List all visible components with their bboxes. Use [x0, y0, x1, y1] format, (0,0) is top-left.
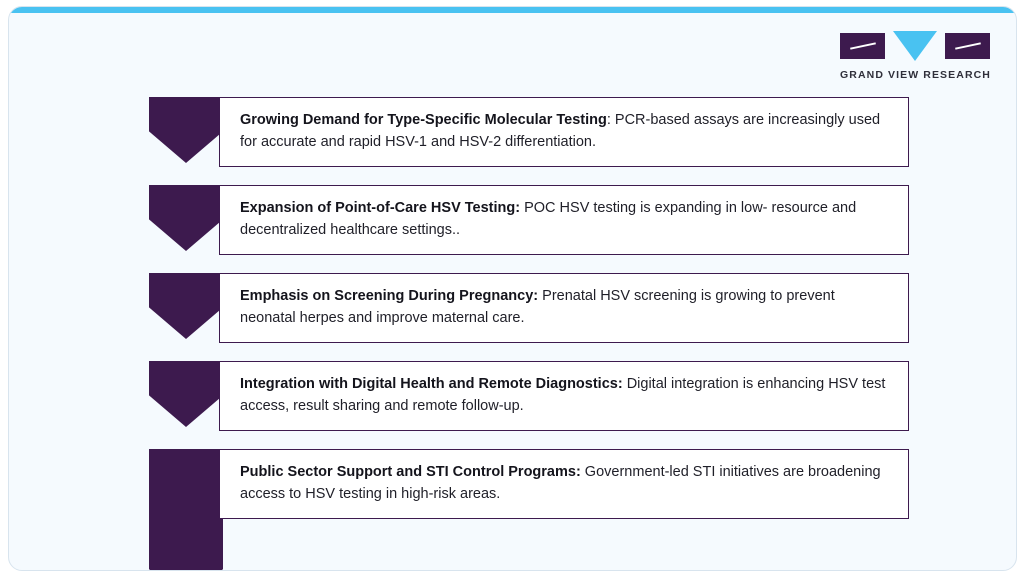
trend-heading: Expansion of Point-of-Care HSV Testing: [240, 200, 521, 216]
trend-body: : PCR-based assays are increasingly used for accurate and rapid HSV-1 and HSV-2 differentiation. [240, 112, 881, 150]
trend-heading: Emphasis on Screening During Pregnancy: [240, 288, 539, 304]
trend-box [219, 185, 909, 255]
chevron-down-icon [149, 273, 223, 339]
list-item [149, 97, 909, 163]
trend-body: Prenatal HSV screening is growing to prevent neonatal herpes and improve maternal care. [240, 288, 835, 326]
trend-list [149, 97, 909, 537]
chevron-down-icon [149, 361, 223, 427]
list-item [149, 273, 909, 339]
trend-box [219, 361, 909, 431]
top-accent-bar [9, 7, 1016, 13]
list-item [149, 185, 909, 251]
logo-left-block-icon [840, 33, 885, 59]
trend-heading: Public Sector Support and STI Control Programs: [240, 464, 581, 480]
logo-marks [840, 29, 990, 65]
logo-right-block-icon [945, 33, 990, 59]
chevron-down-icon [149, 97, 223, 163]
trend-body: Government-led STI initiatives are broadening access to HSV testing in high-risk areas. [240, 464, 881, 502]
chevron-down-icon [149, 449, 223, 571]
trend-body: Digital integration is enhancing HSV test access, result sharing and remote follow-up. [240, 376, 886, 414]
list-item [149, 449, 909, 515]
logo-left-slash-icon [850, 42, 876, 49]
trend-heading: Integration with Digital Health and Remote Diagnostics: [240, 376, 623, 392]
logo-right-slash-icon [955, 42, 981, 49]
infographic-card [8, 6, 1017, 571]
trend-box [219, 273, 909, 343]
chevron-down-icon [149, 185, 223, 251]
trend-heading: Growing Demand for Type-Specific Molecular Testing [240, 112, 607, 128]
list-item [149, 361, 909, 427]
logo-triangle-icon [893, 31, 937, 61]
company-name: GRAND VIEW RESEARCH [840, 69, 991, 81]
trend-box [219, 97, 909, 167]
company-logo [840, 29, 990, 85]
trend-body: POC HSV testing is expanding in low- resource and decentralized healthcare settings.. [240, 200, 857, 238]
trend-box [219, 449, 909, 519]
